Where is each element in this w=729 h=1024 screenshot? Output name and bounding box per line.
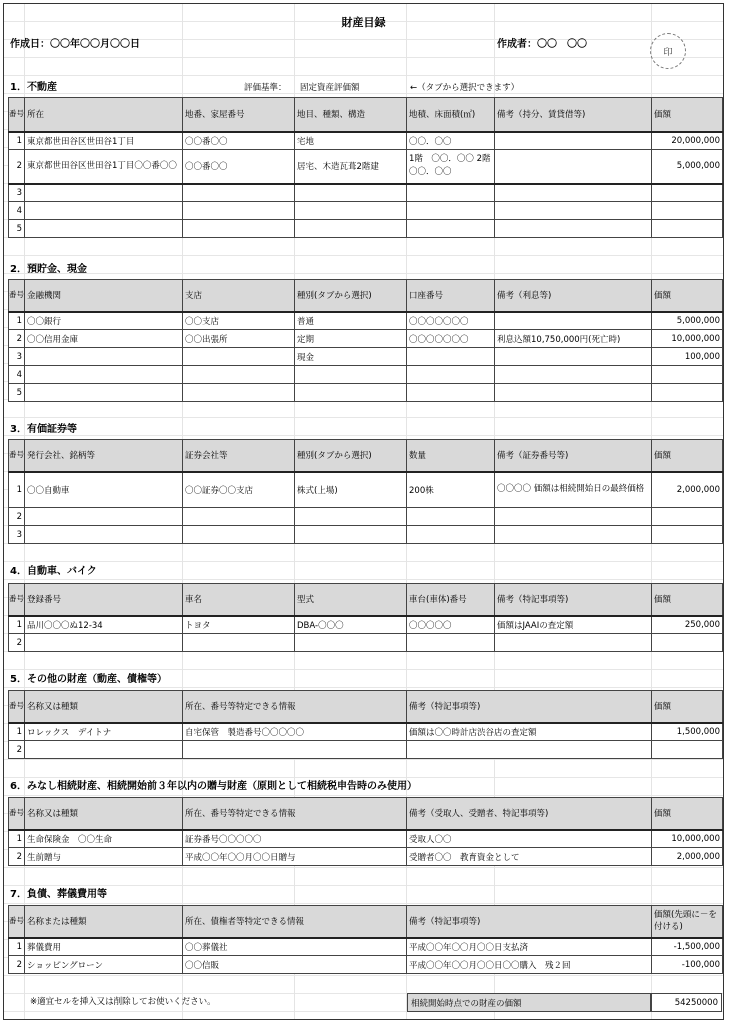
table-row: [9, 348, 723, 366]
column-header-value: 価額: [652, 584, 723, 616]
cell-remarks[interactable]: [495, 312, 652, 330]
cell-issuer[interactable]: [25, 526, 183, 544]
cell-area[interactable]: [407, 202, 495, 220]
cell-lot-number[interactable]: [183, 184, 295, 202]
cell-remarks[interactable]: 受贈者〇〇 教育資金として: [407, 848, 652, 866]
column-header-value: 価額: [652, 280, 723, 312]
cell-value[interactable]: [652, 366, 723, 384]
column-header-remarks: 備考（証券番号等): [495, 440, 652, 472]
cell-name[interactable]: [25, 741, 183, 759]
page-title: 財産目録: [341, 16, 386, 29]
cell-area[interactable]: [407, 184, 495, 202]
cell-type[interactable]: 株式(上場): [295, 472, 407, 508]
cell-location[interactable]: 東京都世田谷区世田谷1丁目: [25, 132, 183, 150]
row-number: 2: [9, 741, 25, 759]
cell-broker[interactable]: 〇〇証券〇〇支店: [183, 472, 295, 508]
deemed-inheritance-table: [8, 797, 723, 866]
column-header-quantity: 数量: [407, 440, 495, 472]
cell-location[interactable]: [25, 184, 183, 202]
total-value-label: 相続開始時点での財産の価額: [407, 993, 651, 1012]
cell-name[interactable]: ロレックス デイトナ: [25, 723, 183, 741]
cell-remarks[interactable]: [495, 508, 652, 526]
table-row: [9, 312, 723, 330]
column-header-bank: 金融機関: [25, 280, 183, 312]
cell-type[interactable]: [295, 508, 407, 526]
cell-remarks[interactable]: 〇〇〇〇 価額は相続開始日の最終価格: [495, 472, 652, 508]
column-header-value: 価額: [652, 440, 723, 472]
cell-identifying-info[interactable]: 平成〇〇年〇〇月〇〇日贈与: [183, 848, 407, 866]
cell-lot-number[interactable]: [183, 202, 295, 220]
cell-location[interactable]: [25, 202, 183, 220]
cell-area[interactable]: [407, 220, 495, 238]
row-number: 2: [9, 150, 25, 184]
column-header-number: 番号: [9, 280, 25, 312]
column-header-number: 番号: [9, 798, 25, 830]
deposits-table: [8, 279, 723, 402]
cell-branch[interactable]: [183, 384, 295, 402]
cell-value[interactable]: [652, 634, 723, 652]
row-number: 5: [9, 220, 25, 238]
cell-value[interactable]: [652, 741, 723, 759]
column-header-value: 価額(先頭に－を付ける): [652, 906, 723, 938]
table-row: [9, 508, 723, 526]
cell-remarks[interactable]: 受取人〇〇: [407, 830, 652, 848]
column-header-number: 番号: [9, 584, 25, 616]
row-number: 3: [9, 184, 25, 202]
cell-remarks[interactable]: [495, 132, 652, 150]
cell-remarks[interactable]: [495, 220, 652, 238]
table-row: [9, 634, 723, 652]
column-header-chassis: 車台(車体)番号: [407, 584, 495, 616]
cell-lot-number[interactable]: 〇〇番〇〇: [183, 132, 295, 150]
section-heading-deposits: 2．預貯金、現金: [10, 264, 87, 275]
column-header-identifying-info: 所在、番号等特定できる情報: [183, 798, 407, 830]
section-heading-liabilities: 7．負債、葬儀費用等: [10, 889, 107, 900]
cell-account-number[interactable]: 〇〇〇〇〇〇〇: [407, 330, 495, 348]
cell-value[interactable]: 2,000,000: [652, 472, 723, 508]
column-header-lot-number: 地番、家屋番号: [183, 98, 295, 132]
row-number: 1: [9, 723, 25, 741]
cell-car-name[interactable]: [183, 634, 295, 652]
row-number: 4: [9, 366, 25, 384]
cell-value[interactable]: -1,500,000: [652, 938, 723, 956]
cell-value[interactable]: [652, 220, 723, 238]
cell-registration[interactable]: [25, 634, 183, 652]
cell-remarks[interactable]: [495, 202, 652, 220]
column-header-identifying-info: 所在、番号等特定できる情報: [183, 691, 407, 723]
cell-value[interactable]: 10,000,000: [652, 830, 723, 848]
table-row: [9, 472, 723, 508]
cell-remarks[interactable]: [495, 184, 652, 202]
cell-area[interactable]: 1階 〇〇．〇〇 2階 〇〇．〇〇: [407, 150, 495, 184]
cell-remarks[interactable]: [495, 150, 652, 184]
real-estate-table: [8, 97, 723, 238]
cell-branch[interactable]: 〇〇支店: [183, 312, 295, 330]
column-header-name: 名称又は種類: [25, 691, 183, 723]
evaluation-basis-value[interactable]: 固定資産評価額: [300, 83, 360, 93]
row-number: 3: [9, 526, 25, 544]
cell-registration[interactable]: 品川〇〇〇ぬ12-34: [25, 616, 183, 634]
cell-land-category[interactable]: [295, 184, 407, 202]
cell-land-category[interactable]: 居宅、木造瓦葺2階建: [295, 150, 407, 184]
cell-branch[interactable]: [183, 366, 295, 384]
cell-remarks[interactable]: [495, 384, 652, 402]
column-header-area: 地積、床面積(㎡): [407, 98, 495, 132]
column-header-type: 種別(タブから選択): [295, 440, 407, 472]
row-number: 1: [9, 472, 25, 508]
column-header-remarks: 備考（利息等): [495, 280, 652, 312]
cell-branch[interactable]: [183, 348, 295, 366]
cell-chassis[interactable]: 〇〇〇〇〇: [407, 616, 495, 634]
column-header-location: 所在: [25, 98, 183, 132]
cell-model[interactable]: DBA-〇〇〇: [295, 616, 407, 634]
column-header-number: 番号: [9, 906, 25, 938]
column-header-land-category: 地目、種類、構造: [295, 98, 407, 132]
cell-lot-number[interactable]: [183, 220, 295, 238]
cell-model[interactable]: [295, 634, 407, 652]
section-heading-deemed-inheritance: 6．みなし相続財産、相続開始前３年以内の贈与財産（原則として相続税申告時のみ使用）: [10, 781, 417, 792]
cell-broker[interactable]: [183, 526, 295, 544]
column-header-value: 価額: [652, 798, 723, 830]
table-row: [9, 220, 723, 238]
cell-bank[interactable]: 〇〇信用金庫: [25, 330, 183, 348]
cell-type[interactable]: [295, 366, 407, 384]
footer-note: ※適宜セルを挿入又は削除してお使いください。: [30, 997, 216, 1007]
column-header-model: 型式: [295, 584, 407, 616]
column-header-name: 名称または種類: [25, 906, 183, 938]
row-number: 1: [9, 616, 25, 634]
cell-area[interactable]: 〇〇．〇〇: [407, 132, 495, 150]
cell-chassis[interactable]: [407, 634, 495, 652]
row-number: 1: [9, 830, 25, 848]
cell-value[interactable]: 250,000: [652, 616, 723, 634]
cell-value[interactable]: 5,000,000: [652, 150, 723, 184]
cell-bank[interactable]: [25, 384, 183, 402]
cell-issuer[interactable]: [25, 508, 183, 526]
column-header-remarks: 備考（持分、賃貸借等): [495, 98, 652, 132]
table-row: [9, 384, 723, 402]
cell-type[interactable]: 定期: [295, 330, 407, 348]
cell-name[interactable]: 生命保険金 〇〇生命: [25, 830, 183, 848]
section-heading-securities: 3．有価証券等: [10, 424, 77, 435]
row-number: 3: [9, 348, 25, 366]
cell-value[interactable]: [652, 384, 723, 402]
cell-value[interactable]: 5,000,000: [652, 312, 723, 330]
cell-bank[interactable]: 〇〇銀行: [25, 312, 183, 330]
cell-name[interactable]: 葬儀費用: [25, 938, 183, 956]
section-heading-other-assets: 5．その他の財産（動産、債権等）: [10, 674, 167, 685]
column-header-number: 番号: [9, 440, 25, 472]
cell-name[interactable]: ショッピングローン: [25, 956, 183, 974]
seal-stamp: 印: [650, 33, 686, 69]
table-row: [9, 741, 723, 759]
cell-type[interactable]: 現金: [295, 348, 407, 366]
created-date: 作成日：〇〇年〇〇月〇〇日: [10, 39, 140, 50]
section-heading-real-estate: 1．不動産: [10, 82, 57, 93]
cell-value[interactable]: [652, 184, 723, 202]
cell-type[interactable]: [295, 526, 407, 544]
cell-account-number[interactable]: 〇〇〇〇〇〇〇: [407, 312, 495, 330]
table-row: [9, 184, 723, 202]
cell-value[interactable]: [652, 526, 723, 544]
table-row: [9, 330, 723, 348]
other-assets-table: [8, 690, 723, 759]
column-header-remarks: 備考（特記事項等): [495, 584, 652, 616]
cell-creditor-info[interactable]: 〇〇葬儀社: [183, 938, 407, 956]
cell-account-number[interactable]: [407, 348, 495, 366]
row-number: 5: [9, 384, 25, 402]
row-number: 1: [9, 938, 25, 956]
column-header-car-name: 車名: [183, 584, 295, 616]
cell-value[interactable]: 1,500,000: [652, 723, 723, 741]
cell-identifying-info[interactable]: [183, 741, 407, 759]
cell-value[interactable]: 20,000,000: [652, 132, 723, 150]
cell-value[interactable]: [652, 202, 723, 220]
cell-identifying-info[interactable]: 自宅保管 製造番号〇〇〇〇〇: [183, 723, 407, 741]
cell-location[interactable]: [25, 220, 183, 238]
row-number: 2: [9, 848, 25, 866]
column-header-registration: 登録番号: [25, 584, 183, 616]
cell-quantity[interactable]: [407, 508, 495, 526]
column-header-issuer: 発行会社、銘柄等: [25, 440, 183, 472]
table-row: [9, 150, 723, 184]
cell-type[interactable]: 普通: [295, 312, 407, 330]
cell-value[interactable]: 2,000,000: [652, 848, 723, 866]
cell-quantity[interactable]: [407, 526, 495, 544]
column-header-broker: 証券会社等: [183, 440, 295, 472]
table-row: [9, 366, 723, 384]
row-number: 1: [9, 312, 25, 330]
row-number: 2: [9, 956, 25, 974]
column-header-type: 種別(タブから選択): [295, 280, 407, 312]
cell-type[interactable]: [295, 384, 407, 402]
column-header-remarks: 備考（特記事項等): [407, 906, 652, 938]
cell-account-number[interactable]: [407, 366, 495, 384]
cell-land-category[interactable]: 宅地: [295, 132, 407, 150]
row-number: 4: [9, 202, 25, 220]
cell-land-category[interactable]: [295, 220, 407, 238]
table-row: [9, 956, 723, 974]
section-heading-vehicles: 4．自動車、バイク: [10, 566, 97, 577]
column-header-remarks: 備考（特記事項等): [407, 691, 652, 723]
cell-remarks[interactable]: [495, 366, 652, 384]
table-row: [9, 132, 723, 150]
column-header-value: 価額: [652, 98, 723, 132]
row-number: 2: [9, 634, 25, 652]
cell-location[interactable]: 東京都世田谷区世田谷1丁目〇〇番〇〇: [25, 150, 183, 184]
cell-remarks[interactable]: 価額はJAAIの査定額: [495, 616, 652, 634]
cell-branch[interactable]: 〇〇出張所: [183, 330, 295, 348]
cell-creditor-info[interactable]: 〇〇信販: [183, 956, 407, 974]
cell-land-category[interactable]: [295, 202, 407, 220]
cell-identifying-info[interactable]: 証券番号〇〇〇〇〇: [183, 830, 407, 848]
column-header-name: 名称又は種類: [25, 798, 183, 830]
row-number: 1: [9, 132, 25, 150]
table-row: [9, 830, 723, 848]
cell-remarks[interactable]: [495, 526, 652, 544]
cell-lot-number[interactable]: 〇〇番〇〇: [183, 150, 295, 184]
cell-issuer[interactable]: 〇〇自動車: [25, 472, 183, 508]
tab-select-hint: ←（タブから選択できます）: [410, 83, 520, 93]
row-number: 2: [9, 508, 25, 526]
liabilities-table: [8, 905, 723, 974]
cell-account-number[interactable]: [407, 384, 495, 402]
column-header-account-number: 口座番号: [407, 280, 495, 312]
column-header-remarks: 備考（受取人、受贈者、特記事項等): [407, 798, 652, 830]
column-header-branch: 支店: [183, 280, 295, 312]
cell-bank[interactable]: [25, 366, 183, 384]
column-header-value: 価額: [652, 691, 723, 723]
cell-quantity[interactable]: 200株: [407, 472, 495, 508]
cell-value[interactable]: 10,000,000: [652, 330, 723, 348]
author-name: 作成者：〇〇 〇〇: [497, 39, 587, 50]
table-row: [9, 616, 723, 634]
cell-value[interactable]: [652, 508, 723, 526]
spreadsheet-sheet: [3, 3, 724, 1020]
table-row: [9, 723, 723, 741]
vehicles-table: [8, 583, 723, 652]
cell-remarks[interactable]: 平成〇〇年〇〇月〇〇日支払済: [407, 938, 652, 956]
cell-value[interactable]: 100,000: [652, 348, 723, 366]
table-row: [9, 202, 723, 220]
column-header-number: 番号: [9, 691, 25, 723]
cell-remarks[interactable]: 利息込額10,750,000円(死亡時): [495, 330, 652, 348]
cell-broker[interactable]: [183, 508, 295, 526]
table-row: [9, 526, 723, 544]
cell-name[interactable]: 生前贈与: [25, 848, 183, 866]
cell-remarks[interactable]: [407, 741, 652, 759]
total-value[interactable]: 54250000: [651, 993, 722, 1012]
evaluation-basis-label: 評価基準：: [244, 83, 287, 93]
cell-car-name[interactable]: トヨタ: [183, 616, 295, 634]
table-row: [9, 848, 723, 866]
cell-value[interactable]: -100,000: [652, 956, 723, 974]
cell-remarks[interactable]: [495, 634, 652, 652]
table-row: [9, 938, 723, 956]
cell-remarks[interactable]: 平成〇〇年〇〇月〇〇日〇〇購入 残２回: [407, 956, 652, 974]
column-header-creditor-info: 所在、債権者等特定できる情報: [183, 906, 407, 938]
cell-remarks[interactable]: [495, 348, 652, 366]
cell-remarks[interactable]: 価額は〇〇時計店渋谷店の査定額: [407, 723, 652, 741]
column-header-number: 番号: [9, 98, 25, 132]
row-number: 2: [9, 330, 25, 348]
securities-table: [8, 439, 723, 544]
cell-bank[interactable]: [25, 348, 183, 366]
